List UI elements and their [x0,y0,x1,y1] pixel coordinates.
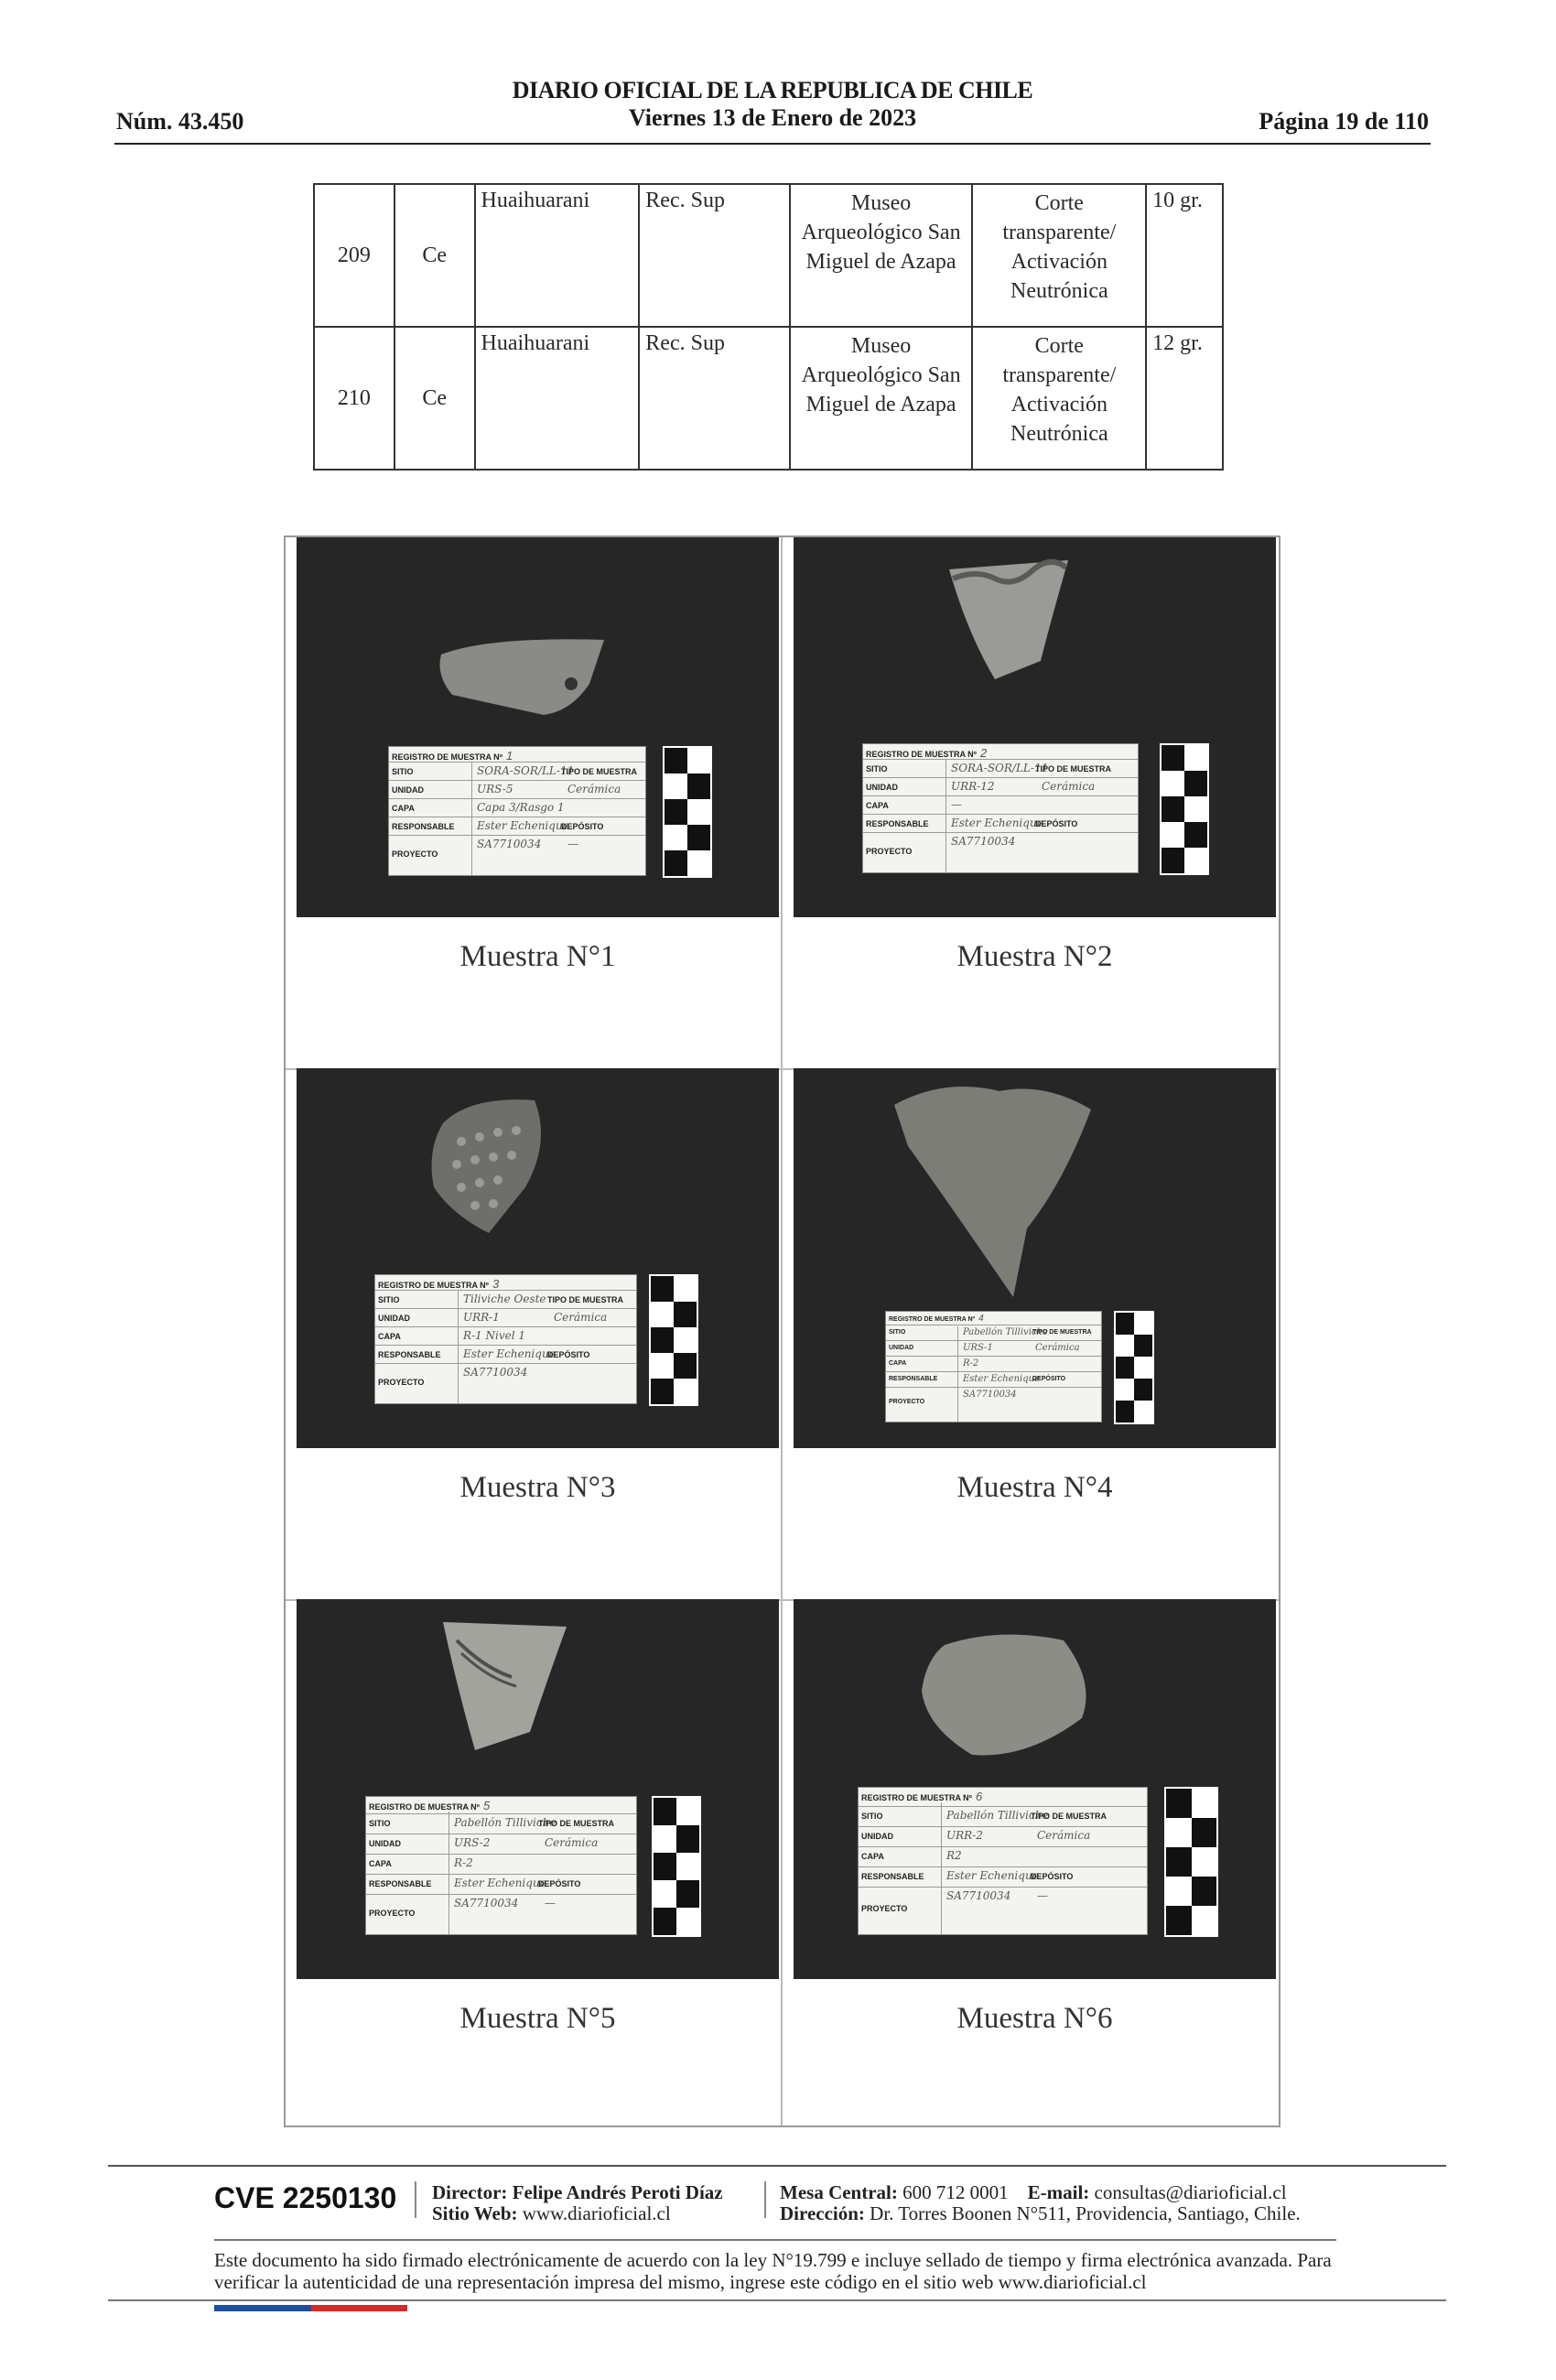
address-label: Dirección: [780,2202,865,2224]
card-label: PROYECTO [378,1378,425,1387]
card-value: Pabellón Tilliviche [946,1809,1049,1822]
card-value: Ester Echenique [951,817,1043,829]
location-line: Miguel de Azapa [805,250,956,274]
card-label: RESPONSABLE [889,1376,938,1382]
card-label: PROYECTO [392,849,438,859]
card-value: URS-1 [963,1343,993,1353]
publication-title: DIARIO OFICIAL DE LA REPUBLICA DE CHILE [512,77,1033,103]
card-label: SITIO [861,1812,883,1821]
sample-card [858,1787,1148,1935]
sample-caption: Muestra N°6 [956,2002,1113,2035]
card-value: R-2 [454,1856,473,1869]
card-value: — [545,1897,556,1909]
scale-bar [652,1796,701,1937]
page-number: Página 19 de 110 [1259,108,1429,135]
page-header [114,73,1431,145]
ceramic-sherd-icon [434,620,617,720]
card-row [389,817,645,836]
card-value: SA7710034 [951,835,1016,848]
card-row [366,1874,636,1895]
scale-bar [1164,1787,1218,1937]
director-name: Felipe Andrés Peroti Díaz [512,2181,723,2203]
card-value: SA7710034 [946,1889,1011,1902]
card-value: — [951,798,962,811]
card-row [859,1846,1147,1867]
card-row [863,759,1138,778]
table-row [314,184,1223,327]
cell-weight: 12 gr. [1146,327,1223,470]
card-value: URS-2 [454,1836,491,1849]
card-title: REGISTRO DE MUESTRA Nº [861,1793,972,1802]
legal-notice: Este documento ha sido firmado electrónicamente de acuerdo con la ley N°19.799 e incluye sellado de tiempo y firma electrónica avanzada. Para verificar la autenticidad de una representación impresa del mismo, ingrese este código en el sitio web www.diarioficial.cl [214,2249,1332,2293]
card-row [366,1894,636,1934]
card-label: RESPONSABLE [866,819,929,828]
card-row [389,835,645,875]
card-number: 3 [492,1277,500,1291]
card-value: R-1 Nivel 1 [463,1329,526,1342]
location-line: Arqueológico San [801,363,961,387]
sample-caption: Muestra N°5 [459,2002,616,2035]
cell-weight: 10 gr. [1146,184,1223,327]
ceramic-sherd-icon [940,551,1077,688]
card-value: SA7710034 [463,1366,528,1379]
cell-location [790,327,973,470]
cell-analysis [972,184,1146,327]
card-number: 5 [482,1799,491,1812]
card-label: TIPO DE MUESTRA [1031,1812,1108,1821]
location-line: Museo [850,191,912,215]
card-value: — [567,838,578,850]
card-row [886,1340,1101,1357]
ceramic-sherd-icon [438,1613,576,1759]
card-row [375,1363,636,1403]
plate-divider-vertical [781,537,783,2126]
card-label: TIPO DE MUESTRA [1035,764,1112,774]
footer-divider [415,2181,416,2218]
location-line: Arqueológico San [801,221,961,244]
cell-id: 209 [314,184,394,327]
card-row [863,795,1138,815]
flag-stripe-blue [214,2305,311,2311]
issue-number: Núm. 43.450 [116,108,244,135]
sample-card [885,1311,1102,1423]
cell-id: 210 [314,327,394,470]
card-row [859,1866,1147,1888]
card-row [389,762,645,781]
sample-caption: Muestra N°3 [459,1471,616,1504]
sample-caption: Muestra N°4 [956,1471,1113,1504]
card-row [366,1854,636,1875]
card-row [375,1290,636,1309]
card-value: R2 [946,1849,962,1862]
scale-bar [1114,1311,1154,1424]
cell-material: Ce [394,327,475,470]
email-label: E-mail: [1027,2181,1090,2203]
card-label: PROYECTO [369,1909,416,1918]
card-value: Ester Echenique [454,1877,546,1889]
analysis-line: Neutrónica [1010,422,1108,446]
sample-photo-3 [297,1068,779,1448]
card-title: REGISTRO DE MUESTRA Nº [392,752,502,762]
scale-bar [649,1274,698,1406]
ceramic-sherd-icon [425,1087,553,1242]
analysis-line: transparente/ [1002,363,1117,387]
sample-card [862,743,1139,873]
cell-site: Huaihuarani [475,184,640,327]
card-value: Cerámica [1037,1829,1091,1842]
sample-photo-4 [794,1068,1276,1448]
flag-stripe-red [311,2305,407,2311]
card-label: UNIDAD [861,1832,893,1841]
sample-photo-1 [297,537,779,917]
header-center [114,77,1431,132]
card-label: DEPÓSITO [561,822,604,831]
card-label: CAPA [378,1332,401,1341]
card-row [375,1308,636,1327]
card-label: UNIDAD [866,783,898,792]
card-label: PROYECTO [889,1399,925,1405]
sample-caption: Muestra N°1 [459,940,616,973]
card-value: URR-2 [946,1829,983,1842]
cell-analysis [972,327,1146,470]
card-label: CAPA [866,801,889,810]
card-title: REGISTRO DE MUESTRA Nº [889,1316,976,1323]
card-number: 1 [505,749,513,763]
card-value: Ester Echenique [946,1869,1039,1882]
card-value: Capa 3/Rasgo 1 [477,801,565,814]
sample-card [374,1274,637,1404]
card-row [886,1325,1101,1341]
card-value: Ester Echenique [477,819,569,832]
card-row [375,1326,636,1346]
card-row [886,1371,1101,1388]
card-value: Ester Echenique [463,1347,556,1360]
card-label: CAPA [369,1859,392,1868]
card-title: REGISTRO DE MUESTRA Nº [866,750,977,759]
cell-location [790,184,973,327]
email-link[interactable]: consultas@diarioficial.cl [1094,2181,1287,2203]
sample-card [388,746,646,876]
sample-photo-6 [794,1599,1276,1979]
card-row [366,1813,636,1834]
card-value: Cerámica [554,1311,608,1324]
footer-rule [108,2165,1446,2167]
card-value: Cerámica [567,783,621,795]
card-label: PROYECTO [861,1904,908,1913]
ceramic-sherd-icon [890,1073,1096,1302]
card-value: SA7710034 [963,1390,1017,1400]
card-title: REGISTRO DE MUESTRA Nº [378,1281,489,1290]
card-label: UNIDAD [889,1345,914,1351]
card-label: SITIO [866,764,888,774]
web-label: Sitio Web: [432,2202,518,2224]
analysis-line: Neutrónica [1010,279,1108,303]
card-label: UNIDAD [392,785,424,795]
card-label: CAPA [392,804,415,813]
card-row [859,1806,1147,1827]
card-value: SORA-SOR/LL-11 [477,764,575,777]
analysis-line: transparente/ [1002,221,1117,244]
cell-collection: Rec. Sup [639,184,789,327]
card-label: DEPÓSITO [1032,1376,1066,1382]
card-row [859,1887,1147,1934]
sample-caption: Muestra N°2 [956,940,1113,973]
cve-code: CVE 2250130 [214,2181,397,2214]
sample-card [365,1796,637,1935]
card-value: SA7710034 [477,838,542,850]
card-label: SITIO [378,1295,400,1304]
card-label: UNIDAD [369,1839,401,1848]
scale-bar [663,746,712,878]
card-row [863,832,1138,872]
card-label: TIPO DE MUESTRA [1032,1329,1092,1336]
director-label: Director: [432,2181,508,2203]
card-label: RESPONSABLE [861,1872,924,1881]
card-label: TIPO DE MUESTRA [538,1819,615,1828]
web-link[interactable]: www.diarioficial.cl [522,2202,671,2224]
card-row [375,1345,636,1364]
footer-divider [764,2181,766,2218]
card-label: RESPONSABLE [392,822,455,831]
ceramic-sherd-icon [917,1627,1096,1764]
location-line: Miguel de Azapa [805,393,956,416]
card-label: RESPONSABLE [378,1350,441,1359]
card-value: Pabellón Tilliviche [454,1816,556,1829]
phone-label: Mesa Central: [780,2181,898,2203]
card-value: URR-1 [463,1311,500,1324]
card-value: SORA-SOR/LL-11 [951,762,1049,774]
footer-rule [214,2239,1336,2241]
card-row [859,1826,1147,1847]
card-value: — [1037,1889,1048,1902]
card-label: SITIO [369,1819,391,1828]
footer-contact-block [780,2182,1301,2224]
card-label: CAPA [861,1852,884,1861]
card-label: SITIO [392,767,414,776]
card-value: R-2 [963,1358,979,1368]
card-value: Cerámica [1042,780,1096,793]
footer-rule [108,2299,1446,2301]
card-label: DEPÓSITO [547,1350,590,1359]
sample-photo-2 [794,537,1276,917]
card-row [366,1834,636,1855]
card-row [886,1356,1101,1372]
card-row [863,777,1138,796]
card-label: SITIO [889,1329,906,1336]
cell-site: Huaihuarani [475,327,640,470]
phone-number: 600 712 0001 [902,2181,1009,2203]
card-number: 6 [975,1790,983,1803]
sample-photo-5 [297,1599,779,1979]
sample-table [313,183,1224,471]
footer-director-block [432,2182,723,2224]
card-label: DEPÓSITO [538,1879,581,1888]
analysis-line: Activación [1010,393,1108,416]
analysis-line: Activación [1010,250,1108,274]
card-value: URR-12 [951,780,995,793]
card-label: CAPA [889,1360,907,1367]
card-row [389,798,645,817]
card-label: UNIDAD [378,1314,410,1323]
card-label: DEPÓSITO [1035,819,1078,828]
card-row [389,780,645,799]
scale-bar [1160,743,1209,875]
card-value: Tiliviche Oeste [463,1293,546,1305]
card-number: 2 [979,746,988,760]
card-value: Ester Echenique [963,1374,1040,1384]
cell-material: Ce [394,184,475,327]
table-row [314,327,1223,470]
address-text: Dr. Torres Boonen N°511, Providencia, Santiago, Chile. [870,2202,1301,2224]
card-label: TIPO DE MUESTRA [561,767,638,776]
card-label: TIPO DE MUESTRA [547,1295,624,1304]
card-value: SA7710034 [454,1897,519,1909]
card-label: PROYECTO [866,847,913,856]
card-row [886,1387,1101,1422]
location-line: Museo [850,334,912,358]
card-row [863,814,1138,833]
photo-plate [284,536,1280,2127]
card-title: REGISTRO DE MUESTRA Nº [369,1802,480,1812]
card-label: RESPONSABLE [369,1879,432,1888]
analysis-line: Corte [1034,334,1084,358]
publication-date: Viernes 13 de Enero de 2023 [628,104,917,131]
card-value: URS-5 [477,783,513,795]
card-value: Pabellón Tilliviche [963,1327,1048,1337]
card-value: Cerámica [545,1836,599,1849]
cell-collection: Rec. Sup [639,327,789,470]
analysis-line: Corte [1034,191,1084,215]
card-label: DEPÓSITO [1031,1872,1074,1881]
card-number: 4 [978,1314,984,1324]
card-value: Cerámica [1035,1343,1080,1353]
